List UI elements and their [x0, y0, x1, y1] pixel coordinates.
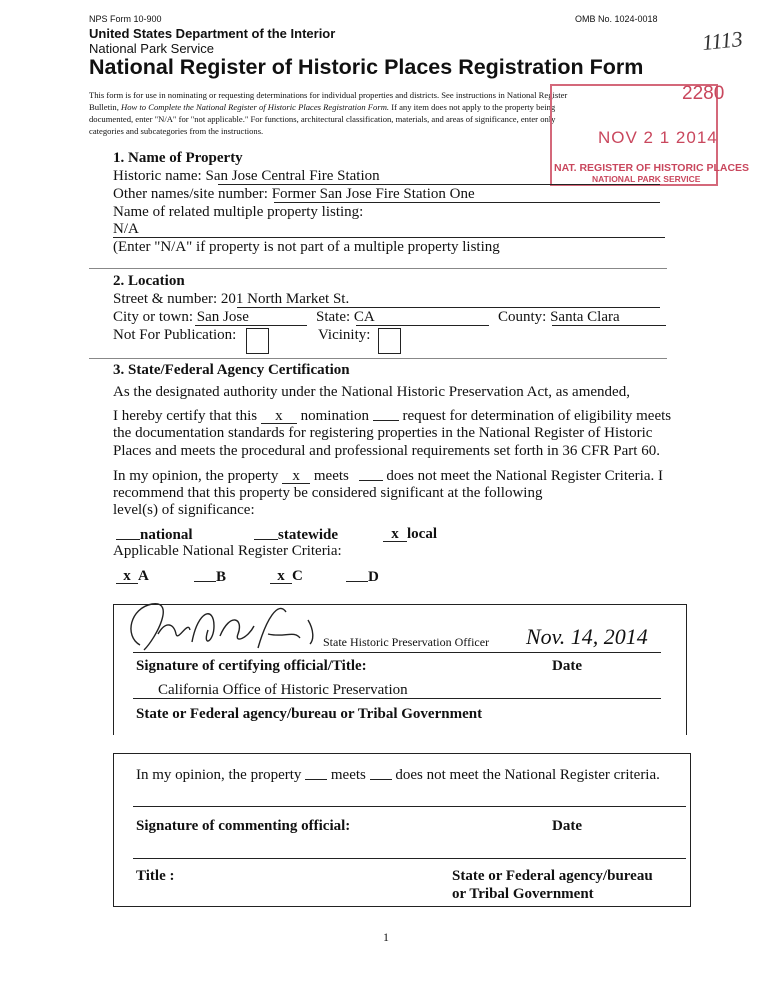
- comment-opinion-a: In my opinion, the property: [136, 767, 302, 783]
- date-label: Date: [552, 658, 582, 674]
- signature-line: [133, 652, 661, 653]
- level-local[interactable]: [383, 526, 437, 543]
- county-label: County:: [498, 309, 547, 325]
- criterion-c[interactable]: [270, 568, 303, 585]
- criterion-d-label: D: [368, 569, 379, 585]
- related-listing-note: (Enter "N/A" if property is not part of a multiple property listing: [113, 239, 500, 255]
- state-row: [316, 309, 375, 326]
- level-local-mark: x: [383, 527, 407, 542]
- city-value[interactable]: San Jose: [196, 309, 249, 325]
- vicinity-label: Vicinity:: [318, 327, 371, 343]
- county-row: [498, 309, 620, 326]
- historic-name-label: Historic name:: [113, 168, 202, 184]
- related-listing-underline: [113, 237, 665, 238]
- certify-line3: Places and meets the procedural and professional requirements set forth in 36 CFR Part 60.: [113, 443, 660, 459]
- historic-name-value[interactable]: San Jose Central Fire Station: [205, 168, 380, 184]
- opinion-text-b: meets: [313, 468, 349, 484]
- city-underline: [195, 325, 307, 326]
- stamp-number: 2280: [682, 83, 725, 104]
- comment-opinion: [136, 766, 660, 784]
- criterion-b[interactable]: [194, 568, 226, 586]
- signed-date: Nov. 14, 2014: [526, 624, 648, 649]
- comment-date-label: Date: [552, 818, 582, 834]
- comment-meets-blank[interactable]: [305, 766, 327, 780]
- opinion-text-a: In my opinion, the property: [113, 468, 279, 484]
- criteria-label: Applicable National Register Criteria:: [113, 543, 342, 559]
- level-statewide[interactable]: [254, 526, 338, 544]
- instructions-line2c: If any item does not apply to the property being: [391, 102, 556, 112]
- street-label: Street & number:: [113, 291, 218, 307]
- criterion-a-label: A: [138, 568, 149, 584]
- stamp-line2: NATIONAL PARK SERVICE: [592, 174, 701, 184]
- opinion-line1: [113, 467, 663, 485]
- opinion-line3: level(s) of significance:: [113, 502, 255, 518]
- comment-not-meet-blank[interactable]: [370, 766, 392, 780]
- section-divider: [89, 358, 667, 359]
- page-number: 1: [383, 930, 389, 944]
- certify-text-a: I hereby certify that this: [113, 408, 258, 424]
- criterion-a-mark: x: [116, 569, 138, 584]
- opinion-line2: recommend that this property be considered significant at the following: [113, 485, 543, 501]
- omb-number: OMB No. 1024-0018: [575, 14, 658, 24]
- instructions-line4: categories and subcategories from the instructions.: [89, 126, 264, 136]
- level-national-label: national: [140, 527, 193, 543]
- other-names-row: [113, 186, 475, 203]
- service-name: National Park Service: [89, 41, 214, 56]
- street-value[interactable]: 201 North Market St.: [220, 291, 350, 307]
- county-value[interactable]: Santa Clara: [550, 309, 620, 325]
- criterion-a[interactable]: [116, 568, 149, 585]
- related-listing-value[interactable]: N/A: [113, 221, 139, 237]
- related-listing-label: Name of related multiple property listing:: [113, 204, 364, 220]
- street-underline: [237, 307, 660, 308]
- county-underline: [552, 325, 666, 326]
- other-names-label: Other names/site number:: [113, 186, 268, 202]
- comment-opinion-b: meets: [330, 767, 366, 783]
- comment-agency-label1: State or Federal agency/bureau: [452, 868, 653, 884]
- comment-title-line: [133, 858, 686, 859]
- signature-label: Signature of certifying official/Title:: [136, 658, 367, 674]
- stamp-date: NOV 2 1 2014: [598, 128, 718, 147]
- historic-name-row: [113, 168, 380, 185]
- city-label: City or town:: [113, 309, 194, 325]
- agency-underline: [133, 698, 661, 699]
- section1-heading: 1. Name of Property: [113, 150, 243, 166]
- meets-mark[interactable]: x: [282, 469, 310, 484]
- level-statewide-label: statewide: [278, 527, 338, 543]
- officer-title: State Historic Preservation Officer: [323, 635, 490, 649]
- level-local-label: local: [407, 526, 437, 542]
- agency-value[interactable]: California Office of Historic Preservation: [158, 682, 408, 698]
- section-divider: [89, 268, 667, 269]
- instructions-line2b: How to Complete the National Register of Historic Places Registration Form.: [121, 102, 390, 112]
- comment-agency-label2: or Tribal Government: [452, 886, 594, 902]
- page-title: National Register of Historic Places Registration Form: [89, 55, 644, 79]
- criterion-c-mark: x: [270, 569, 292, 584]
- criterion-b-label: B: [216, 569, 227, 585]
- authority-text: As the designated authority under the National Historic Preservation Act, as amended,: [113, 384, 630, 400]
- agency-label: State or Federal agency/bureau or Tribal Government: [136, 706, 483, 722]
- other-names-value[interactable]: Former San Jose Fire Station One: [271, 186, 475, 202]
- certify-text-b: nomination: [300, 408, 369, 424]
- nomination-mark[interactable]: x: [261, 409, 297, 424]
- instructions-line2a: Bulletin,: [89, 102, 119, 112]
- comment-signature-label: Signature of commenting official:: [136, 818, 351, 834]
- city-row: [113, 309, 249, 326]
- certify-text-c: request for determination of eligibility meets: [402, 408, 672, 424]
- publication-checkbox[interactable]: [246, 328, 269, 354]
- not-meet-blank[interactable]: [359, 467, 383, 481]
- criterion-c-label: C: [292, 568, 303, 584]
- publication-label: Not For Publication:: [113, 327, 237, 343]
- state-label: State:: [316, 309, 351, 325]
- state-underline: [356, 325, 489, 326]
- comment-signature-line: [133, 806, 686, 807]
- instructions-line3: documented, enter "N/A" for "not applicable." For functions, architectural classification, materials, and areas of significance, enter only: [89, 114, 556, 124]
- received-stamp: [550, 83, 750, 186]
- form-number: NPS Form 10-900: [89, 14, 162, 24]
- instructions-line1: This form is for use in nominating or requesting determinations for individual properties and districts. See instructions in National Register: [89, 90, 568, 100]
- request-blank[interactable]: [373, 407, 399, 421]
- stamp-line1: NAT. REGISTER OF HISTORIC PLACES: [554, 162, 750, 174]
- comment-title-label: Title :: [136, 868, 175, 884]
- state-value[interactable]: CA: [353, 309, 375, 325]
- vicinity-checkbox[interactable]: [378, 328, 401, 354]
- certify-line2: the documentation standards for registering properties in the National Register of Historic: [113, 425, 653, 441]
- opinion-text-c: does not meet the National Register Criteria. I: [386, 468, 663, 484]
- department-name: United States Department of the Interior: [89, 26, 336, 41]
- criterion-d[interactable]: [346, 568, 379, 586]
- level-national[interactable]: [116, 526, 193, 544]
- other-names-underline: [274, 202, 660, 203]
- certify-line1: [113, 407, 671, 425]
- section3-heading: 3. State/Federal Agency Certification: [113, 362, 350, 378]
- comment-opinion-c: does not meet the National Register criteria.: [395, 767, 660, 783]
- street-row: [113, 291, 349, 308]
- historic-name-underline: [218, 184, 660, 185]
- handwritten-number: 1113: [700, 25, 744, 56]
- section2-heading: 2. Location: [113, 273, 185, 289]
